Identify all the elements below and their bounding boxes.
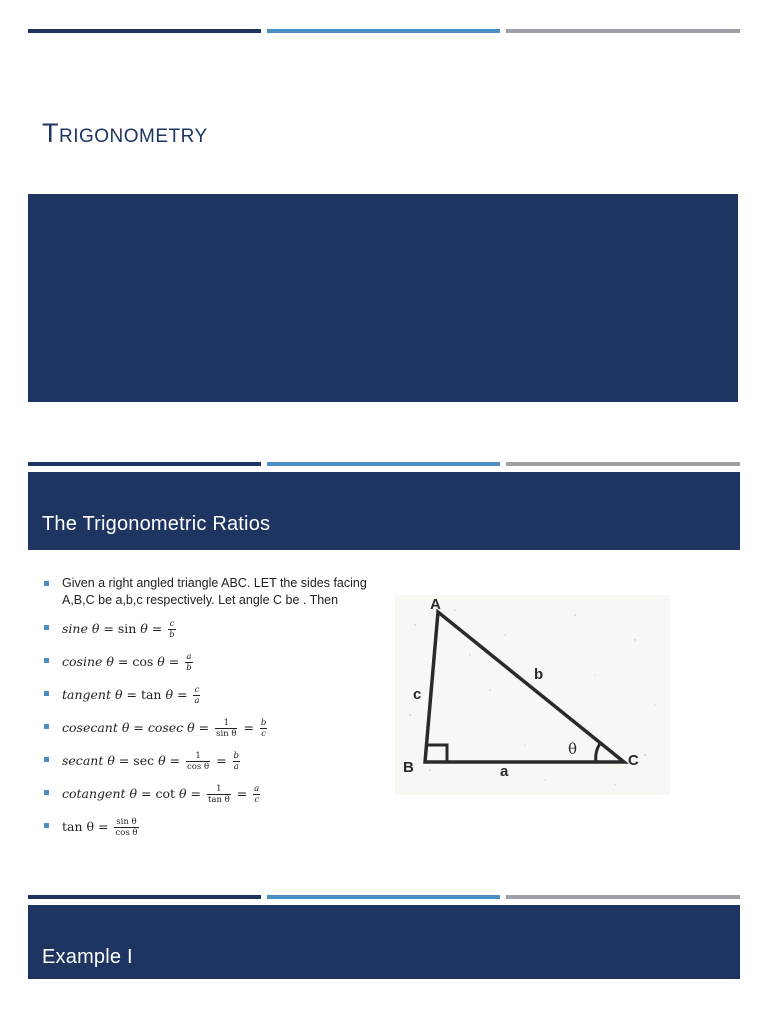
accent-rule-navy [28, 29, 261, 33]
angle-label: θ [568, 740, 578, 758]
formula-bullet [42, 751, 372, 772]
formula-bullet [42, 619, 372, 640]
formula: tan θ = $\frac{\text{sin θ}}{\text{cos θ}}$ [62, 817, 138, 838]
title-bar [28, 472, 740, 550]
intro-bullet [42, 575, 372, 609]
formula-bullet [42, 817, 372, 838]
formula-bullet [42, 784, 372, 805]
accent-rule-gray [506, 29, 740, 33]
formula-bullet [42, 685, 372, 706]
accent-rule-teal [267, 29, 500, 33]
side-label-c: c [413, 686, 422, 703]
triangle-diagram [395, 595, 670, 795]
content-panel [28, 194, 738, 402]
title-bar [28, 905, 740, 979]
accent-rule-teal [267, 462, 500, 466]
formula-bullet [42, 652, 372, 673]
side-label-b: b [534, 666, 544, 683]
accent-rule-teal [267, 895, 500, 899]
formula: cotangent θ = cot θ = $\frac{1}{\text{tan θ}}$ = $\frac{a}{c}$ [62, 784, 260, 805]
formula: sine θ = sin θ = $\frac{c}{b}$ [62, 619, 175, 640]
side-label-a: a [500, 763, 509, 780]
accent-rule-navy [28, 895, 261, 899]
vertex-label-a: A [430, 596, 441, 613]
accent-rule-gray [506, 462, 740, 466]
formula-bullet [42, 718, 372, 739]
intro-text: Given a right angled triangle ABC. LET the sides facing A,B,C be a,b,c respectively. Let angle C be . Then [62, 576, 367, 607]
vertex-label-b: B [403, 759, 414, 776]
accent-rule-navy [28, 462, 261, 466]
vertex-label-c: C [628, 752, 639, 769]
formula: secant θ = sec θ = $\frac{1}{\text{cos θ}}$ = $\frac{b}{a}$ [62, 751, 239, 772]
ratios-list [42, 575, 372, 850]
formula: cosecant θ = cosec θ = $\frac{1}{\text{sin θ}}$ = $\frac{b}{c}$ [62, 718, 267, 739]
formula: cosine θ = cos θ = $\frac{a}{b}$ [62, 652, 192, 673]
slide-title: Trigonometry [42, 118, 208, 148]
accent-rule-gray [506, 895, 740, 899]
slide-title: The Trigonometric Ratios [42, 513, 271, 535]
formula: tangent θ = tan θ = $\frac{c}{a}$ [62, 685, 200, 706]
slide-title: Example I [42, 946, 133, 968]
